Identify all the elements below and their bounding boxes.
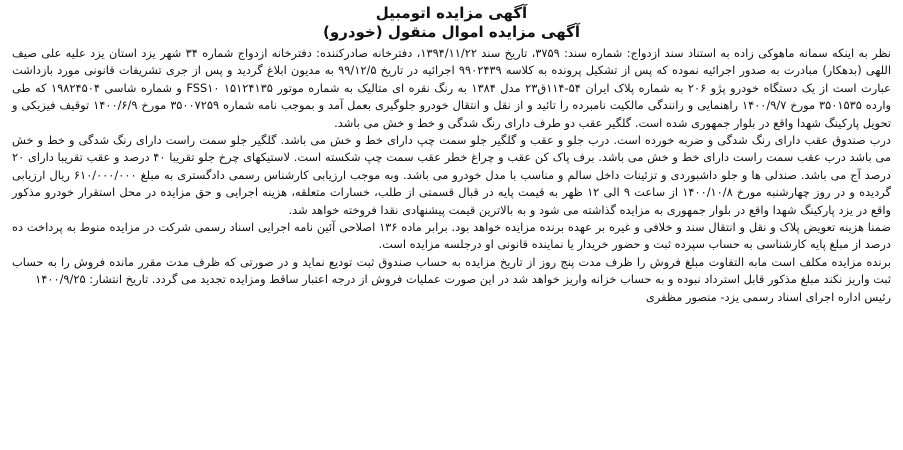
notice-paragraph-1: نظر به اینکه سمانه ماهوکی زاده به استناد سند ازدواج: شماره سند: ۳۷۵۹، تاریخ سند ۱۳۹۴/۱۱/۲۲، دفترخانه صادرکننده: دفترخانه ازدواج شماره ۳۴ شهر یزد استان یزد علیه علی صیف اللهی (بدهکار) مبادرت به صدور اجرائیه نموده که پس از تشکیل پرونده به کلاسه ۹۹۰۲۴۳۹ اجرائیه در تاریخ ۹۹/۱۲/۵ به مدیون ابلاغ گردید و پس از جری تشریفات قانونی مورد بازداشت عبارت است از یک دستگاه خودرو پژو ۲۰۶ به شماره پلاک ایران ۵۴-۱۱۴ق۲۳ مدل ۱۳۸۴ به رنگ نقره ای متالیک به شماره موتور ۱۵۱۲۴۱۳۵ FSS۱۰ و شماره شاسی ۱۹۸۲۴۵۰۴ که طی وارده ۳۵۰۱۵۳۵ مورخ ۱۴۰۰/۹/۷ راهنمایی و رانندگی مالکیت نامبرده را تائید و از نقل و انتقال خودرو جلوگیری بعمل آمد و بموجب نامه شماره ۳۵۰۰۷۲۵۹ مورخ ۱۴۰۰/۶/۹ توقیف فیزیکی و تحویل پارکینگ شهدا واقع در بلوار جمهوری شده است. گلگیر عقب دو طرف دارای رنگ شدگی و خط و خش می باشد. [12, 46, 891, 130]
notice-body [12, 45, 891, 289]
notice-paragraph-4: برنده مزایده مکلف است مابه التفاوت مبلغ فروش را ظرف مدت پنج روز از تاریخ مزایده به حساب صندوق ثبت توديع نمايد و در صورتی كه ظرف مدت مقرر مانده فروش را به حساب ثبت واریز نکند مبلغ مذکور قابل استرداد نبوده و به حساب خزانه واریز خواهد شد در این صورت عملیات فروش از درجه اعتبار ساقط ومزایده تجدید می گردد. تاریخ انتشار: ۱۴۰۰/۹/۲۵ [12, 254, 891, 287]
notice-paragraph-2: درب صندوق عقب دارای رنگ شدگی و ضربه خورده است. درب جلو و عقب و گلگیر جلو سمت چپ دارای خط و خش می باشد. گلگیر جلو سمت راست دارای رنگ شدگی و خط و خش می باشد درب عقب سمت راست دارای خط و خش می باشد. برف پاک کن عقب و چراغ خطر عقب سمت چپ شکسته است. لاستیکهای چرخ جلو تقریبا ۴۰ درصد و عقب تقریبا دارای ۲۰ درصد آج می باشد. صندلی ها و جلو داشبوردی و تزئینات داخل سالم و مناسب با مدل خودرو می باشد. وبه موجب ارزیابی کارشناس رسمی دادگستری به مبلغ ۶۱۰/۰۰۰/۰۰۰ ریال ارزیابی گردیده و در روز چهارشنبه مورخ ۱۴۰۰/۱۰/۸ از ساعت ۹ الی ۱۲ ظهر به قیمت پایه در قبال قسمتی از طلب، خسارات متعلقه، هزینه اجرایی و حق مزایده در محل استقرار خودرو مذکور واقع در یزد پارکینگ شهدا واقع در بلوار جمهوری به مزایده گذاشته می شود و به بالاترین قیمت پیشنهادی نقدا فروخته خواهد شد. [12, 133, 892, 217]
notice-subtitle: آگهی مزایده اموال منقول (خودرو) [323, 23, 580, 41]
notice-paragraph-3: ضمنا هزینه تعویض پلاک و نقل و انتقال سند و خلافی و غیره بر عهده برنده مزایده خواهد بود. برابر ماده ۱۳۶ اصلاحی آئین نامه اجرایی اسناد رسمی شرکت در مزایده منوط به پرداخت ده درصد از مبلغ پایه کارشناسی به حساب سپرده ثبت و حضور خریدار یا نماینده قانونی او درجلسه مزایده است. [12, 220, 891, 252]
notice-footer [12, 289, 891, 306]
signature: رئیس اداره اجرای اسناد رسمی یزد- منصور مظفری [645, 289, 891, 304]
notice-title: آگهی مزایده اتومبیل [375, 4, 528, 22]
